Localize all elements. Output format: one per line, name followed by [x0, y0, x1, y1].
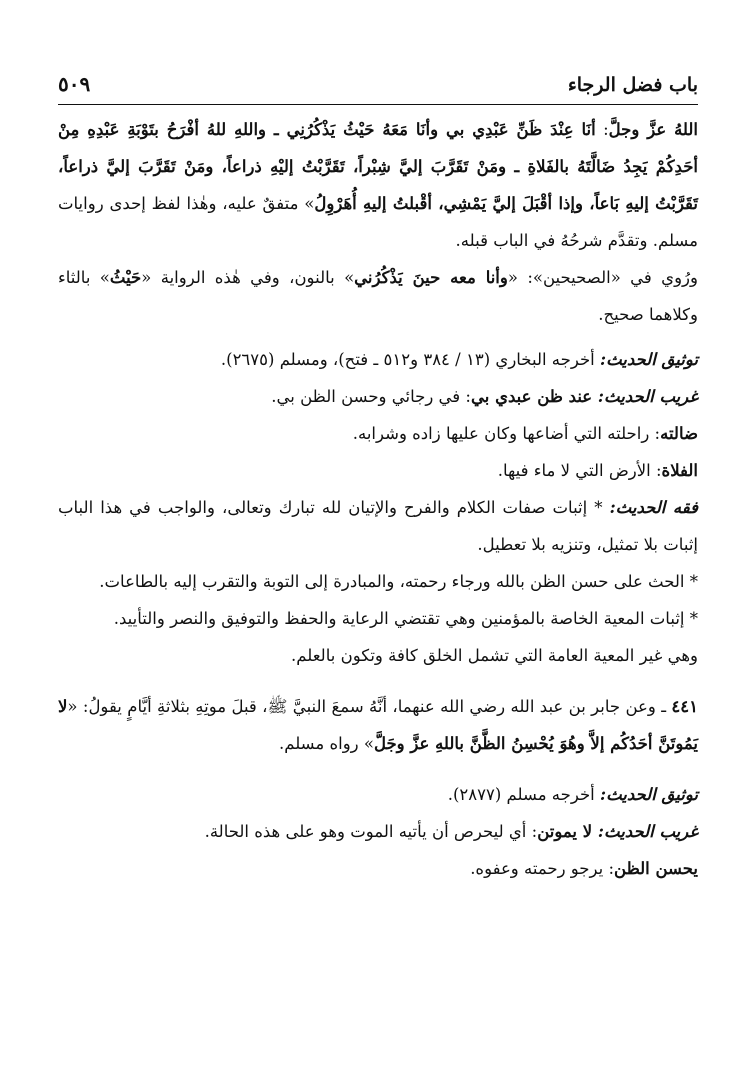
definition-term: ضالته	[660, 424, 698, 443]
gharib-text: : أي ليحرص أن يأتيه الموت وهو على هذه الحالة.	[204, 822, 538, 841]
fiqh-label: فقه الحديث:	[609, 498, 698, 517]
gharib-2	[58, 813, 698, 850]
tawthiq-text: أخرجه البخاري (١٣ / ٣٨٤ و٥١٢ ـ فتح)، ومسلم (٢٦٧٥).	[220, 350, 600, 369]
definition-text: : يرجو رحمته وعفوه.	[470, 859, 615, 878]
hadith-441	[58, 688, 698, 762]
page	[58, 68, 698, 887]
definition-yuhsin	[58, 850, 698, 887]
hadith-quote: لا يَمُوتَنَّ أحَدُكُم إلاَّ وهُوَ يُحْسِنُ الظَّنَّ باللهِ عزَّ وجَلَّ	[58, 697, 698, 753]
riwaya-text-c: » بالثاء وكلاهما صحيح.	[58, 268, 698, 324]
hadith-number: ٤٤١	[671, 697, 698, 716]
hadith-quote: أنَا عِنْدَ ظَنِّ عَبْدِي بي وأنَا مَعَهُ حَيْثُ يَذْكُرُنِي ـ واللهِ للهُ أفْرَحُ بتَوْبَةِ عَبْدِهِ مِنْ أحَدِكُمْ يَجِدُ ضَالَّتَهُ بالفَلاةِ ـ ومَنْ تَقَرَّبَ إليَّ شِبْراً، تَقَرَّبْتُ إليْهِ ذراعاً، ومَنْ تَقَرَّبَ إليَّ ذراعاً، تَقَرَّبْتُ إليهِ بَاعاً، وإذا أقْبَلَ إليَّ يَمْشِي، أقْبلتُ إليهِ أُهَرْوِلُ	[58, 120, 698, 213]
running-header	[58, 68, 698, 104]
riwaya-quote: وأنا معه حينَ يَذْكُرُني	[354, 268, 508, 287]
hadith-phrase: اللهُ عزَّ وجلَّ	[608, 120, 698, 139]
hadith-intro: ـ وعن جابر بن عبد الله رضي الله عنهما، أنَّهُ سمعَ النبيَّ ﷺ، قبلَ موتِهِ بثلاثةِ أيَّامٍ يقولُ: «	[67, 697, 672, 716]
definition-dalla	[58, 415, 698, 452]
definition-term: الفلاة	[661, 461, 698, 480]
fiqh-paragraph-3: * إثبات المعية الخاصة بالمؤمنين وهي تقتضي الرعاية والحفظ والتوفيق والنصر والتأييد.	[113, 609, 698, 628]
riwaya-text-a: ورُوي في «الصحيحين»: «	[507, 268, 698, 287]
definition-term: يحسن الظن	[614, 859, 698, 878]
tawthiq-text: أخرجه مسلم (٢٨٧٧).	[447, 785, 600, 804]
definition-text: : الأرض التي لا ماء فيها.	[497, 461, 662, 480]
page-number: ٥٠٩	[58, 72, 91, 96]
fiqh-paragraph-2: * الحث على حسن الظن بالله ورجاء رحمته، والمبادرة إلى التوبة والتقرب إليه بالطاعات.	[99, 572, 698, 591]
fiqh-text: * إثبات صفات الكلام والفرح والإتيان لله تبارك وتعالى، والواجب في هذا الباب إثبات بلا تمثيل، وتنزيه بلا تعطيل.	[58, 498, 698, 554]
fiqh-paragraph-4: وهي غير المعية العامة التي تشمل الخلق كافة وتكون بالعلم.	[291, 646, 698, 665]
fiqh-paragraph-1	[58, 489, 698, 563]
hadith-source: » رواه مسلم.	[278, 734, 374, 753]
riwaya-text-b: » بالنون، وفي هٰذه الرواية «	[141, 268, 355, 287]
gharib-text: : في رجائي وحسن الظن بي.	[271, 387, 471, 406]
hadith-source: » متفقٌ عليه، وهٰذا لفظ إحدى روايات مسلم. وتقدَّم شرحُهُ في الباب قبله.	[58, 194, 698, 250]
gharib-term: عند ظن عبدي بي	[471, 387, 598, 406]
gharib-1	[58, 378, 698, 415]
chapter-title: باب فضل الرجاء	[567, 74, 698, 96]
tawthiq-1	[58, 341, 698, 378]
tawthiq-2	[58, 776, 698, 813]
header-rule	[58, 104, 698, 105]
gharib-term: لا يموتن	[537, 822, 598, 841]
tawthiq-label: توثيق الحديث:	[599, 785, 698, 804]
riwaya-paragraph	[58, 259, 698, 333]
definition-text: : راحلته التي أضاعها وكان عليها زاده وشرابه.	[352, 424, 661, 443]
hadith-sep: :	[595, 120, 609, 139]
gharib-label: غريب الحديث:	[597, 822, 698, 841]
riwaya-word: حَيْثُ	[109, 268, 142, 287]
gharib-label: غريب الحديث:	[597, 387, 698, 406]
hadith-text	[58, 111, 698, 259]
definition-falat	[58, 452, 698, 489]
tawthiq-label: توثيق الحديث:	[599, 350, 698, 369]
